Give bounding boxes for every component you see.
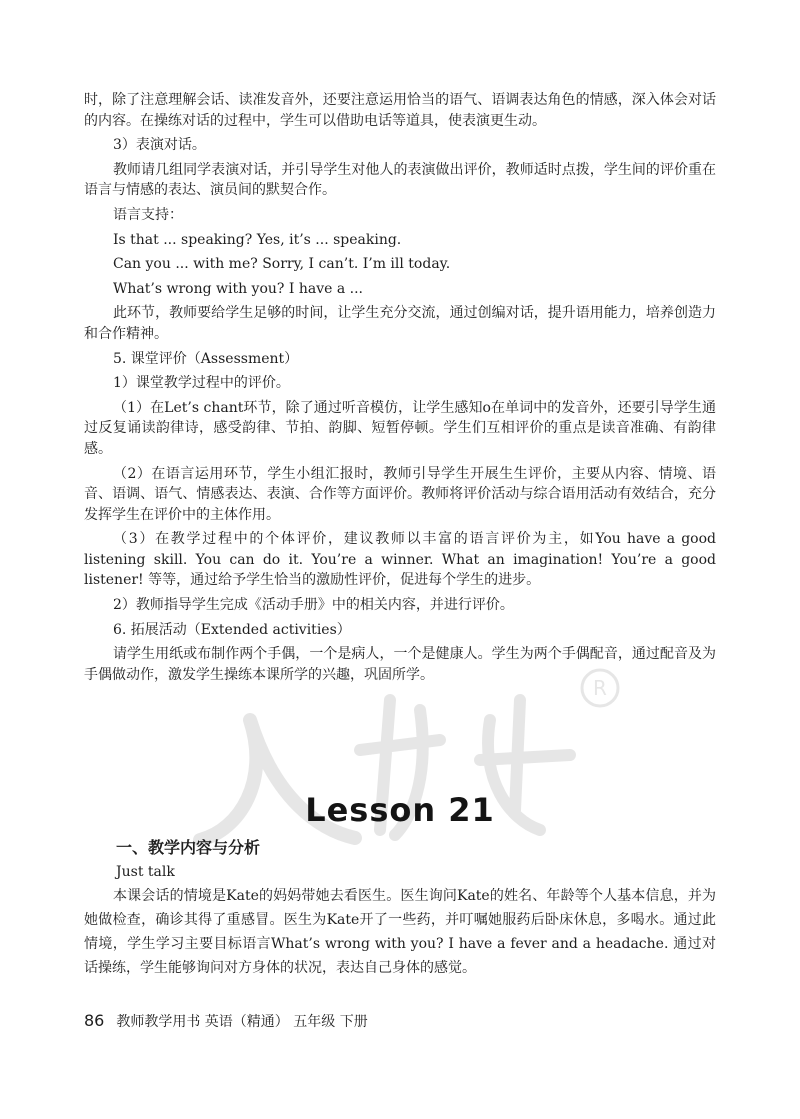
body-text	[84, 90, 716, 685]
paragraph: 教师请几组同学表演对话，并引导学生对他人的表演做出评价，教师适时点拨，学生间的评价重在语言与情感的表达、演员间的默契合作。	[84, 161, 716, 199]
paragraph: 此环节，教师要给学生足够的时间，让学生充分交流，通过创编对话，提升语用能力，培养创造力和合作精神。	[84, 305, 716, 342]
paragraph: （1）在Let’s chant环节，除了通过听音模仿，让学生感知o在单词中的发音外，还要引导学生通过反复诵读韵律诗，感受韵律、节拍、韵脚、短暂停顿。学生们互相评价的重点是读音准确、有韵律感。	[84, 399, 716, 457]
paragraph: （2）在语言运用环节，学生小组汇报时，教师引导学生开展生生评价，主要从内容、情境、语音、语调、语气、情感表达、表演、合作等方面评价。教师将评价活动与综合语用活动有效结合，充分发挥学生在评价中的主体作用。	[84, 465, 716, 523]
paragraph: 2）教师指导学生完成《活动手册》中的相关内容，并进行评价。	[113, 597, 514, 614]
paragraph: 3）表演对话。	[113, 137, 206, 154]
section-item: 6. 拓展活动（Extended activities）	[113, 621, 351, 638]
page-footer	[84, 1011, 368, 1031]
section-heading: 一、教学内容与分析	[116, 838, 261, 857]
paragraph: 时，除了注意理解会话、读准发音外，还要注意运用恰当的语气、语调表达角色的情感，深入体会对话的内容。在操练对话的过程中，学生可以借助电话等道具，使表演更生动。	[84, 92, 716, 129]
paragraph: （3）在教学过程中的个体评价，建议教师以丰富的语言评价为主，如You have a good listening skill. You can do it. You’re a winner. What an imagination! You’re a good listener! 等等，通过给予学生恰当的激励性评价，促进每个学生的进步。	[84, 531, 716, 589]
paragraph: 请学生用纸或布制作两个手偶，一个是病人，一个是健康人。学生为两个手偶配音，通过配音及为手偶做动作，激发学生操练本课所学的兴趣，巩固所学。	[84, 646, 716, 683]
section-item: 5. 课堂评价（Assessment）	[113, 350, 299, 367]
subheading: Just talk	[116, 864, 175, 880]
page-number: 86	[84, 1011, 105, 1030]
english-sentence: Can you ... with me? Sorry, I can’t. I’m ill today.	[113, 256, 451, 273]
book-title: 教师教学用书 英语（精通） 五年级 下册	[116, 1014, 368, 1030]
paragraph: 本课会话的情境是Kate的妈妈带她去看医生。医生询问Kate的姓名、年龄等个人基本信息，并为她做检查，确诊其得了重感冒。医生为Kate开了一些药，并叮嘱她服药后卧床休息，多喝水。通过此情境，学生学习主要目标语言What’s wrong with you? I have a fever and a headache. 通过对话操练，学生能够询问对方身体的状况，表达自己身体的感觉。	[84, 888, 716, 976]
english-sentence: Is that ... speaking? Yes, it’s ... speaking.	[113, 231, 402, 248]
lesson-section	[84, 836, 716, 980]
paragraph: 语言支持：	[113, 206, 183, 223]
svg-text:R: R	[593, 676, 607, 700]
english-sentence: What’s wrong with you? I have a ...	[113, 280, 363, 297]
paragraph: 1）课堂教学过程中的评价。	[113, 375, 290, 392]
lesson-title: Lesson 21	[305, 791, 495, 829]
